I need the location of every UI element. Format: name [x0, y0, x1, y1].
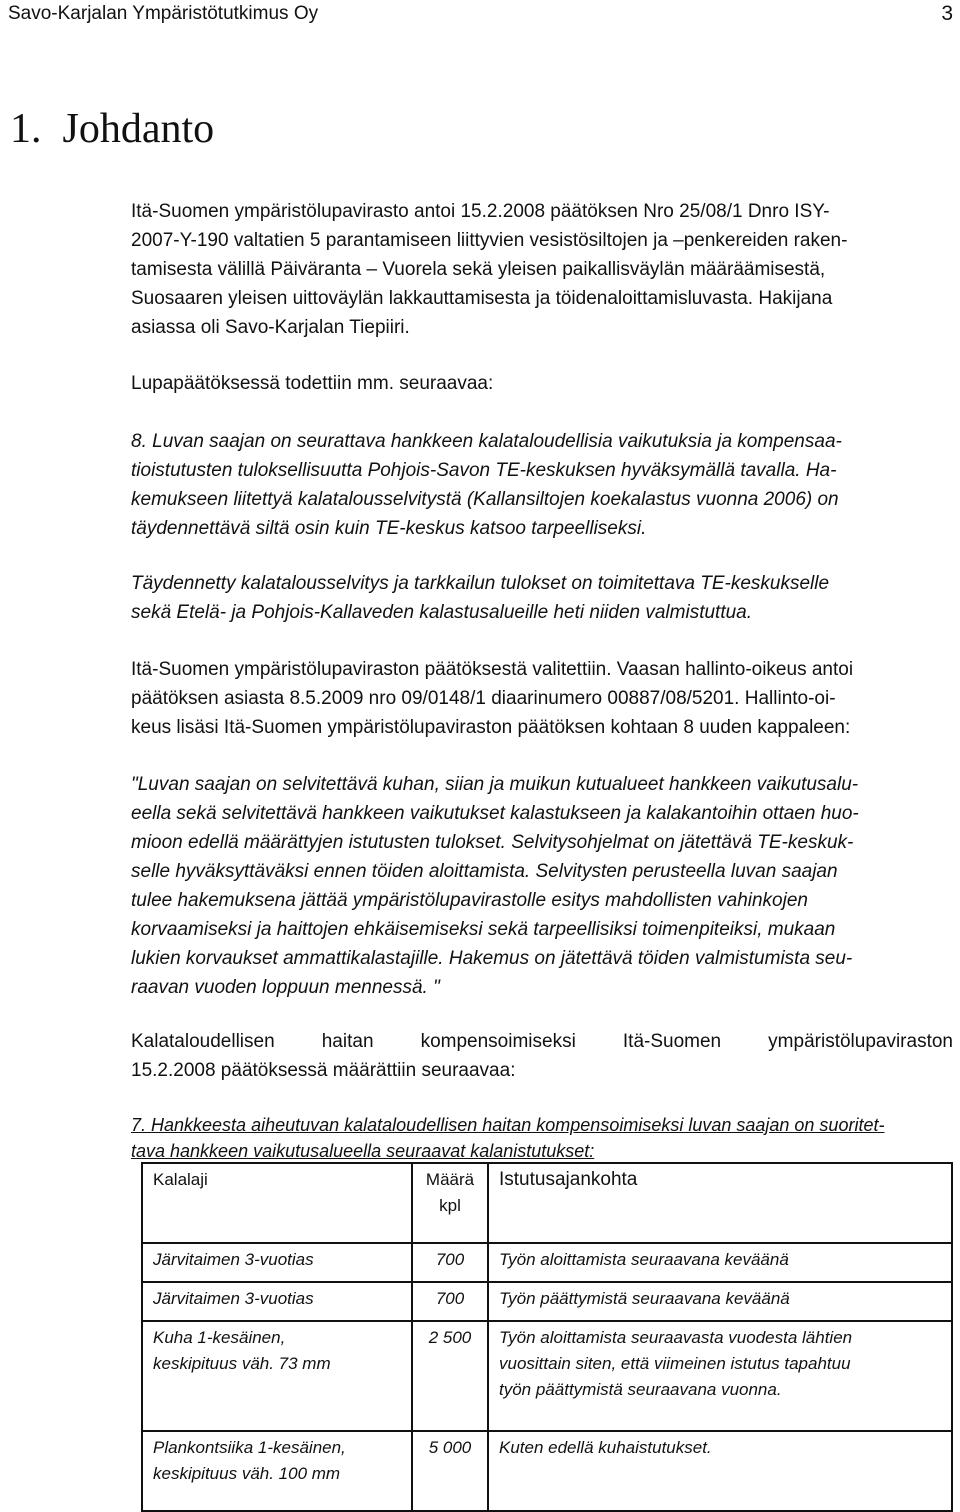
col-timing-header: Istutusajankohta [488, 1163, 952, 1243]
text-line: Itä-Suomen ympäristölupaviraston päätöksestä valitettiin. Vaasan hallinto-oikeus antoi [131, 659, 854, 680]
text-line: kemukseen liitettyä kalatalousselvitystä (Kallansiltojen koekalastus vuonna 2006) on [131, 489, 839, 510]
col-amount-header: Määrä kpl [412, 1163, 488, 1243]
cell-amount: 700 [412, 1243, 488, 1282]
text-line: täydennettävä siltä osin kuin TE-keskus katsoo tarpeelliseksi. [131, 518, 647, 539]
text-line: eella sekä selvitettävä hankkeen vaikutukset kalastukseen ja kalakantoihin ottaen huo- [131, 803, 859, 824]
cell-timing: Työn päättymistä seuraavana keväänä [488, 1282, 952, 1321]
text-line: selle hyväksyttäväksi ennen töiden aloittamista. Selvitysten perusteella luvan saajan [131, 861, 838, 882]
text-line: asiassa oli Savo-Karjalan Tiepiiri. [131, 317, 410, 338]
table-row [142, 1321, 952, 1431]
text-line: Lupapäätöksessä todettiin mm. seuraavaa: [131, 373, 494, 394]
quote-supplement [131, 569, 953, 627]
cell-amount: 2 500 [412, 1321, 488, 1431]
text-line: raavan vuoden loppuun mennessä. " [131, 977, 440, 998]
cell-amount: 700 [412, 1282, 488, 1321]
cell-timing: Työn aloittamista seuraavana keväänä [488, 1243, 952, 1282]
text-line: Kalataloudellisen haitan kompensoimiseksi Itä-Suomen ympäristölupaviraston [131, 1031, 953, 1052]
header-org: Savo-Karjalan Ympäristötutkimus Oy [8, 3, 319, 24]
compensation-paragraph [131, 1027, 953, 1085]
table-header-row [142, 1163, 952, 1243]
section-heading [10, 104, 214, 154]
text-line: mioon edellä määrättyjen istutusten tulokset. Selvitysohjelmat on jätettävä TE-keskuk- [131, 832, 854, 853]
cell-species: Plankontsiika 1-kesäinen, keskipituus väh. 100 mm [142, 1431, 412, 1511]
cell-species: Kuha 1-kesäinen, keskipituus väh. 73 mm [142, 1321, 412, 1431]
text-line: tulee hakemuksena jättää ympäristölupavirastolle esitys mahdollisten vahinkojen [131, 890, 808, 911]
text-line: 7. Hankkeesta aiheutuvan kalataloudellisen haitan kompensoimiseksi luvan saajan on suoritet- [131, 1115, 885, 1135]
table-row [142, 1431, 952, 1511]
cell-timing: Työn aloittamista seuraavasta vuodesta lähtien vuosittain siten, että viimeinen istutus tapahtuu työn päättymistä seuraavana vuonna. [488, 1321, 952, 1431]
appeal-paragraph [131, 655, 953, 742]
text-line: Itä-Suomen ympäristölupavirasto antoi 15.2.2008 päätöksen Nro 25/08/1 Dnro ISY- [131, 201, 830, 222]
text-line: tava hankkeen vaikutusalueella seuraavat kalanistutukset: [131, 1141, 595, 1161]
text-line: keus lisäsi Itä-Suomen ympäristölupaviraston päätöksen kohtaan 8 uuden kappaleen: [131, 717, 851, 738]
page-number: 3 [941, 2, 953, 25]
text-line: päätöksen asiasta 8.5.2009 nro 09/0148/1 diaarinumero 00887/08/5201. Hallinto-oi- [131, 688, 836, 709]
table-row [142, 1243, 952, 1282]
text-line: Suosaaren yleisen uittoväylän lakkauttamisesta ja töidenaloittamisluvasta. Hakijana [131, 288, 833, 309]
table-row [142, 1282, 952, 1321]
cell-species: Järvitaimen 3-vuotias [142, 1243, 412, 1282]
page-header [8, 2, 953, 26]
quote-item-8 [131, 427, 953, 543]
court-quote [131, 770, 953, 1002]
item-7-text [131, 1112, 953, 1164]
cell-amount: 5 000 [412, 1431, 488, 1511]
text-line: Täydennetty kalatalousselvitys ja tarkkailun tulokset on toimitettava TE-keskukselle [131, 573, 830, 594]
text-line: korvaamiseksi ja haittojen ehkäisemiseksi sekä tarpeellisiksi toimenpiteiksi, mukaan [131, 919, 836, 940]
text-line: "Luvan saajan on selvitettävä kuhan, siian ja muikun kutualueet hankkeen vaikutusalu- [131, 774, 859, 795]
text-line: tamisesta välillä Päiväranta – Vuorela sekä yleisen paikallisväylän määräämisestä, [131, 259, 826, 280]
intro-paragraph [131, 197, 953, 342]
heading-number: 1. [10, 106, 42, 152]
text-line: lukien korvaukset ammattikalastajille. Hakemus on jätettävä töiden valmistumista seu- [131, 948, 853, 969]
decision-intro [131, 369, 953, 398]
text-line: sekä Etelä- ja Pohjois-Kallaveden kalastusalueille heti niiden valmistuttua. [131, 602, 753, 623]
text-line: 15.2.2008 päätöksessä määrättiin seuraavaa: [131, 1060, 516, 1081]
text-line: 2007-Y-190 valtatien 5 parantamiseen liittyvien vesistösiltojen ja –penkereiden raken- [131, 230, 848, 251]
text-line: tioistutusten tuloksellisuutta Pohjois-Savon TE-keskuksen hyväksymällä tavalla. Ha- [131, 460, 837, 481]
stocking-table [141, 1162, 953, 1512]
cell-species: Järvitaimen 3-vuotias [142, 1282, 412, 1321]
text-line: 8. Luvan saajan on seurattava hankkeen kalataloudellisia vaikutuksia ja kompensaa- [131, 431, 842, 452]
cell-timing: Kuten edellä kuhaistutukset. [488, 1431, 952, 1511]
heading-title: Johdanto [62, 106, 215, 152]
col-species-header: Kalalaji [142, 1163, 412, 1243]
